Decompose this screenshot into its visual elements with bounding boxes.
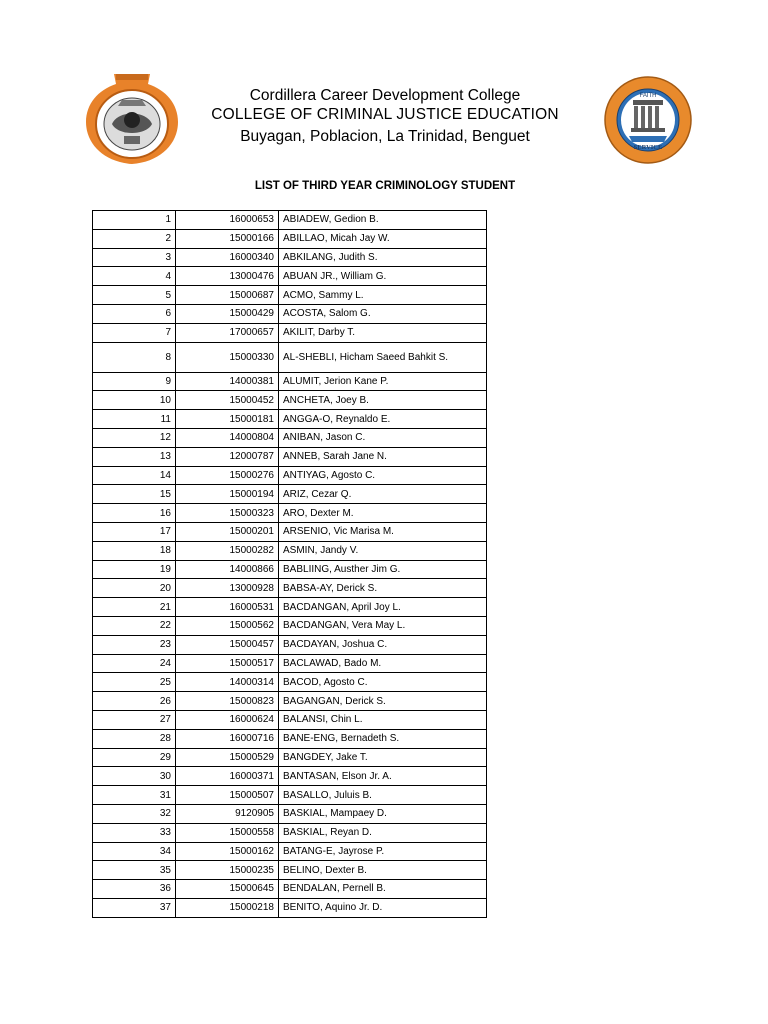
student-name: ABKILANG, Judith S. bbox=[279, 248, 487, 267]
table-row bbox=[93, 342, 487, 372]
table-row bbox=[93, 654, 487, 673]
student-id: 15000194 bbox=[176, 485, 279, 504]
student-id: 15000645 bbox=[176, 880, 279, 899]
table-row bbox=[93, 211, 487, 230]
row-number: 26 bbox=[93, 692, 176, 711]
row-number: 31 bbox=[93, 786, 176, 805]
table-row bbox=[93, 861, 487, 880]
table-row bbox=[93, 692, 487, 711]
student-name: ARO, Dexter M. bbox=[279, 504, 487, 523]
student-name: BACDANGAN, Vera May L. bbox=[279, 616, 487, 635]
row-number: 5 bbox=[93, 286, 176, 305]
table-row bbox=[93, 880, 487, 899]
student-name: ALUMIT, Jerion Kane P. bbox=[279, 372, 487, 391]
student-id: 14000804 bbox=[176, 428, 279, 447]
document-title: LIST OF THIRD YEAR CRIMINOLOGY STUDENT bbox=[254, 180, 516, 192]
student-name: BATANG-E, Jayrose P. bbox=[279, 842, 487, 861]
student-name: BACOD, Agosto C. bbox=[279, 673, 487, 692]
table-row bbox=[93, 466, 487, 485]
student-id: 15000517 bbox=[176, 654, 279, 673]
department-name: COLLEGE OF CRIMINAL JUSTICE EDUCATION bbox=[211, 106, 559, 123]
student-name: ANGGA-O, Reynaldo E. bbox=[279, 410, 487, 429]
table-row bbox=[93, 323, 487, 342]
table-row bbox=[93, 248, 487, 267]
row-number: 33 bbox=[93, 823, 176, 842]
table-row bbox=[93, 898, 487, 917]
student-name: BACDANGAN, April Joy L. bbox=[279, 598, 487, 617]
table-row bbox=[93, 267, 487, 286]
row-number: 21 bbox=[93, 598, 176, 617]
student-name: AL-SHEBLI, Hicham Saeed Bahkit S. bbox=[279, 342, 487, 372]
student-table bbox=[92, 210, 487, 918]
row-number: 35 bbox=[93, 861, 176, 880]
table-row bbox=[93, 391, 487, 410]
student-name: ARIZ, Cezar Q. bbox=[279, 485, 487, 504]
row-number: 6 bbox=[93, 304, 176, 323]
row-number: 13 bbox=[93, 447, 176, 466]
row-number: 29 bbox=[93, 748, 176, 767]
student-name: BAGANGAN, Derick S. bbox=[279, 692, 487, 711]
table-row bbox=[93, 635, 487, 654]
row-number: 2 bbox=[93, 229, 176, 248]
student-id: 14000381 bbox=[176, 372, 279, 391]
student-id: 15000166 bbox=[176, 229, 279, 248]
student-name: BELINO, Dexter B. bbox=[279, 861, 487, 880]
student-id: 15000330 bbox=[176, 342, 279, 372]
row-number: 15 bbox=[93, 485, 176, 504]
student-name: BASKIAL, Reyan D. bbox=[279, 823, 487, 842]
student-id: 15000235 bbox=[176, 861, 279, 880]
student-id: 16000653 bbox=[176, 211, 279, 230]
student-id: 14000866 bbox=[176, 560, 279, 579]
table-row bbox=[93, 616, 487, 635]
student-name: BABLIING, Austher Jim G. bbox=[279, 560, 487, 579]
table-row bbox=[93, 286, 487, 305]
table-row bbox=[93, 673, 487, 692]
row-number: 25 bbox=[93, 673, 176, 692]
student-id: 15000507 bbox=[176, 786, 279, 805]
row-number: 23 bbox=[93, 635, 176, 654]
student-id: 16000716 bbox=[176, 729, 279, 748]
student-id: 16000371 bbox=[176, 767, 279, 786]
table-row bbox=[93, 522, 487, 541]
table-row bbox=[93, 710, 487, 729]
college-address: Buyagan, Poblacion, La Trinidad, Benguet bbox=[240, 128, 530, 145]
row-number: 37 bbox=[93, 898, 176, 917]
table-row bbox=[93, 428, 487, 447]
table-row bbox=[93, 598, 487, 617]
table-row bbox=[93, 729, 487, 748]
row-number: 19 bbox=[93, 560, 176, 579]
student-name: BASKIAL, Mampaey D. bbox=[279, 804, 487, 823]
student-id: 15000457 bbox=[176, 635, 279, 654]
student-id: 15000429 bbox=[176, 304, 279, 323]
table-row bbox=[93, 541, 487, 560]
student-id: 15000452 bbox=[176, 391, 279, 410]
student-id: 15000181 bbox=[176, 410, 279, 429]
svg-text:FAITH: FAITH bbox=[639, 93, 657, 99]
student-id: 15000218 bbox=[176, 898, 279, 917]
row-number: 32 bbox=[93, 804, 176, 823]
student-id: 9120905 bbox=[176, 804, 279, 823]
table-row bbox=[93, 560, 487, 579]
student-id: 15000529 bbox=[176, 748, 279, 767]
student-table-body bbox=[93, 211, 487, 918]
student-id: 15000823 bbox=[176, 692, 279, 711]
row-number: 1 bbox=[93, 211, 176, 230]
student-name: BANTASAN, Elson Jr. A. bbox=[279, 767, 487, 786]
row-number: 10 bbox=[93, 391, 176, 410]
student-id: 15000323 bbox=[176, 504, 279, 523]
student-id: 15000687 bbox=[176, 286, 279, 305]
student-id: 15000562 bbox=[176, 616, 279, 635]
student-name: BENDALAN, Pernell B. bbox=[279, 880, 487, 899]
row-number: 14 bbox=[93, 466, 176, 485]
student-id: 16000531 bbox=[176, 598, 279, 617]
student-id: 15000162 bbox=[176, 842, 279, 861]
table-row bbox=[93, 823, 487, 842]
table-row bbox=[93, 229, 487, 248]
row-number: 24 bbox=[93, 654, 176, 673]
student-name: ANIBAN, Jason C. bbox=[279, 428, 487, 447]
table-row bbox=[93, 447, 487, 466]
row-number: 3 bbox=[93, 248, 176, 267]
table-row bbox=[93, 786, 487, 805]
student-id: 15000201 bbox=[176, 522, 279, 541]
student-name: BASALLO, Juluis B. bbox=[279, 786, 487, 805]
row-number: 27 bbox=[93, 710, 176, 729]
row-number: 18 bbox=[93, 541, 176, 560]
table-row bbox=[93, 804, 487, 823]
student-name: ABILLAO, Micah Jay W. bbox=[279, 229, 487, 248]
student-name: ASMIN, Jandy V. bbox=[279, 541, 487, 560]
student-id: 15000282 bbox=[176, 541, 279, 560]
student-name: ABUAN JR., William G. bbox=[279, 267, 487, 286]
table-row bbox=[93, 748, 487, 767]
row-number: 12 bbox=[93, 428, 176, 447]
table-row bbox=[93, 372, 487, 391]
row-number: 17 bbox=[93, 522, 176, 541]
student-name: BACLAWAD, Bado M. bbox=[279, 654, 487, 673]
table-row bbox=[93, 304, 487, 323]
row-number: 8 bbox=[93, 342, 176, 372]
student-name: AKILIT, Darby T. bbox=[279, 323, 487, 342]
table-row bbox=[93, 579, 487, 598]
student-name: ACOSTA, Salom G. bbox=[279, 304, 487, 323]
row-number: 30 bbox=[93, 767, 176, 786]
criminal-justice-seal-icon bbox=[604, 76, 692, 164]
row-number: 11 bbox=[93, 410, 176, 429]
row-number: 20 bbox=[93, 579, 176, 598]
row-number: 7 bbox=[93, 323, 176, 342]
table-row bbox=[93, 504, 487, 523]
student-name: ANCHETA, Joey B. bbox=[279, 391, 487, 410]
student-id: 16000624 bbox=[176, 710, 279, 729]
student-name: BACDAYAN, Joshua C. bbox=[279, 635, 487, 654]
row-number: 36 bbox=[93, 880, 176, 899]
table-row bbox=[93, 767, 487, 786]
student-name: ANTIYAG, Agosto C. bbox=[279, 466, 487, 485]
student-name: ABIADEW, Gedion B. bbox=[279, 211, 487, 230]
table-row bbox=[93, 485, 487, 504]
student-id: 15000276 bbox=[176, 466, 279, 485]
student-name: BABSA-AY, Derick S. bbox=[279, 579, 487, 598]
student-id: 14000314 bbox=[176, 673, 279, 692]
student-name: BANGDEY, Jake T. bbox=[279, 748, 487, 767]
row-number: 22 bbox=[93, 616, 176, 635]
student-name: ANNEB, Sarah Jane N. bbox=[279, 447, 487, 466]
table-row bbox=[93, 842, 487, 861]
college-name: Cordillera Career Development College bbox=[249, 87, 521, 104]
row-number: 28 bbox=[93, 729, 176, 748]
student-name: BALANSI, Chin L. bbox=[279, 710, 487, 729]
svg-text:SERVICE: SERVICE bbox=[633, 144, 663, 151]
row-number: 34 bbox=[93, 842, 176, 861]
student-name: ACMO, Sammy L. bbox=[279, 286, 487, 305]
row-number: 16 bbox=[93, 504, 176, 523]
student-name: BENITO, Aquino Jr. D. bbox=[279, 898, 487, 917]
table-row bbox=[93, 410, 487, 429]
student-id: 13000928 bbox=[176, 579, 279, 598]
student-id: 15000558 bbox=[176, 823, 279, 842]
student-name: BANE-ENG, Bernadeth S. bbox=[279, 729, 487, 748]
student-id: 16000340 bbox=[176, 248, 279, 267]
student-id: 12000787 bbox=[176, 447, 279, 466]
row-number: 9 bbox=[93, 372, 176, 391]
student-id: 17000657 bbox=[176, 323, 279, 342]
student-name: ARSENIO, Vic Marisa M. bbox=[279, 522, 487, 541]
row-number: 4 bbox=[93, 267, 176, 286]
student-id: 13000476 bbox=[176, 267, 279, 286]
